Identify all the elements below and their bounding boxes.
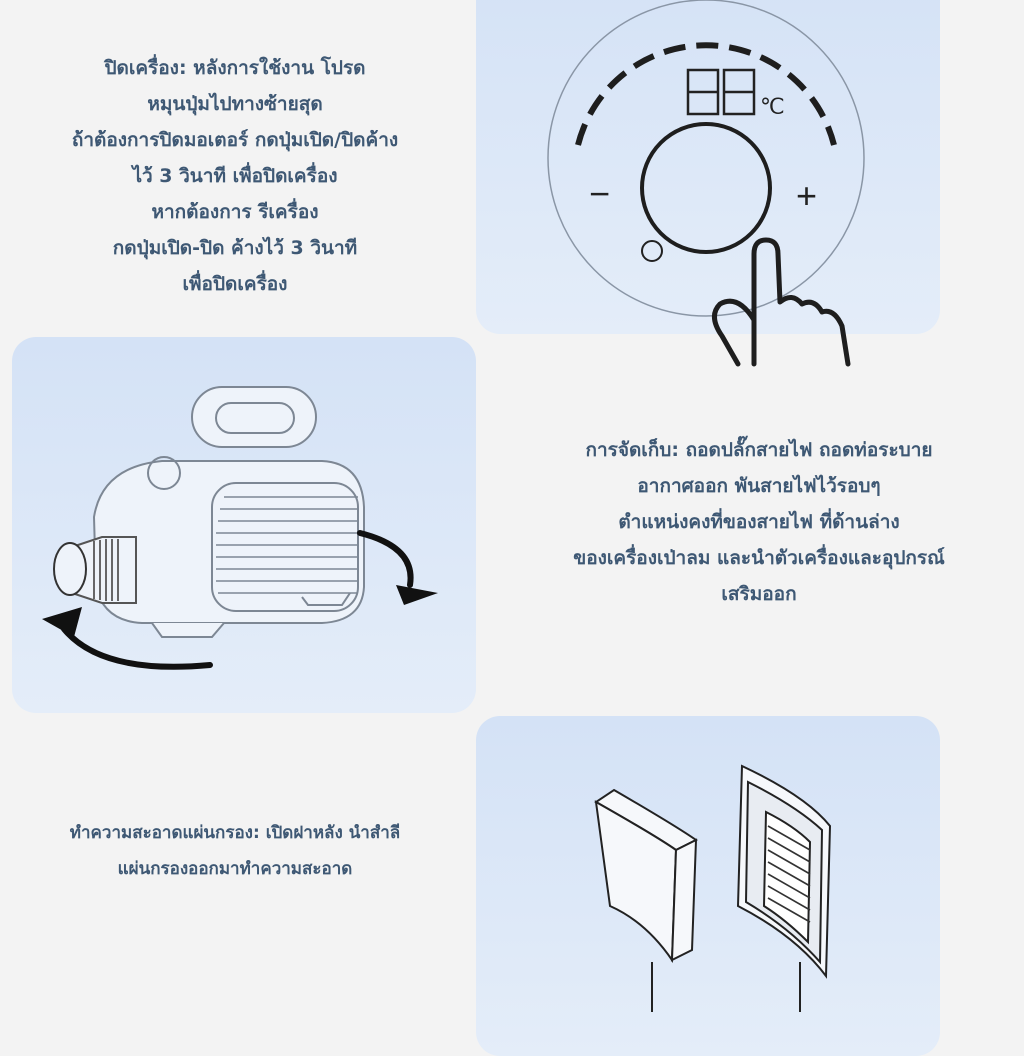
power-off-line: กดปุ่มเปิด-ปิด ค้างไว้ 3 วินาที [112,237,358,259]
minus-symbol: − [589,173,611,214]
control-knob [642,124,770,252]
rotation-arrowhead-left [42,607,82,637]
filter-pad [596,790,696,960]
storage-line: การจัดเก็บ: ถอดปลั๊กสายไฟ ถอดท่อระบาย [585,439,933,461]
power-off-line: หากต้องการ รีเครื่อง [151,201,319,223]
power-button [642,241,662,261]
storage-line: ตำแหน่งคงที่ของสายไฟ ที่ด้านล่าง [618,511,900,533]
temperature-arc [578,45,834,145]
temperature-unit: ℃ [760,94,785,119]
power-off-line: ปิดเครื่อง: หลังการใช้งาน โปรด [104,57,366,79]
storage-line: อากาศออก พันสายไฟไว้รอบๆ [637,475,881,497]
filter-line: ทำความสะอาดแผ่นกรอง: เปิดฝาหลัง นำสำลี [69,823,401,843]
storage-line: เสริมออก [721,583,797,605]
control-panel-illustration [476,0,940,334]
storage-instructions [524,432,994,612]
power-off-line: หมุนปุ่มไปทางซ้ายสุด [147,93,323,115]
blower-storage-illustration-card [12,337,476,713]
storage-line: ของเครื่องเป่าลม และนำตัวเครื่องและอุปกรณ์ [573,547,945,569]
digit-display [688,70,754,114]
plus-symbol: + [796,175,818,216]
filter-illustration-card [476,716,940,1056]
rotation-arrow-right [360,533,411,585]
power-off-instructions [20,50,450,302]
filter-illustration [476,716,940,1024]
power-off-line: ไว้ 3 วินาที เพื่อปิดเครื่อง [132,165,338,187]
blower-illustration [12,337,476,713]
power-off-line: เพื่อปิดเครื่อง [182,273,288,295]
blower-handle [192,387,316,447]
blower-nozzle [54,537,136,603]
filter-line: แผ่นกรองออกมาทำความสะอาด [117,859,353,879]
filter-cleaning-instructions [20,815,450,887]
rotation-arrowhead-right [396,585,438,605]
control-panel-illustration-card [476,0,940,334]
power-off-line: ถ้าต้องการปิดมอเตอร์ กดปุ่มเปิด/ปิดค้าง [71,129,399,151]
